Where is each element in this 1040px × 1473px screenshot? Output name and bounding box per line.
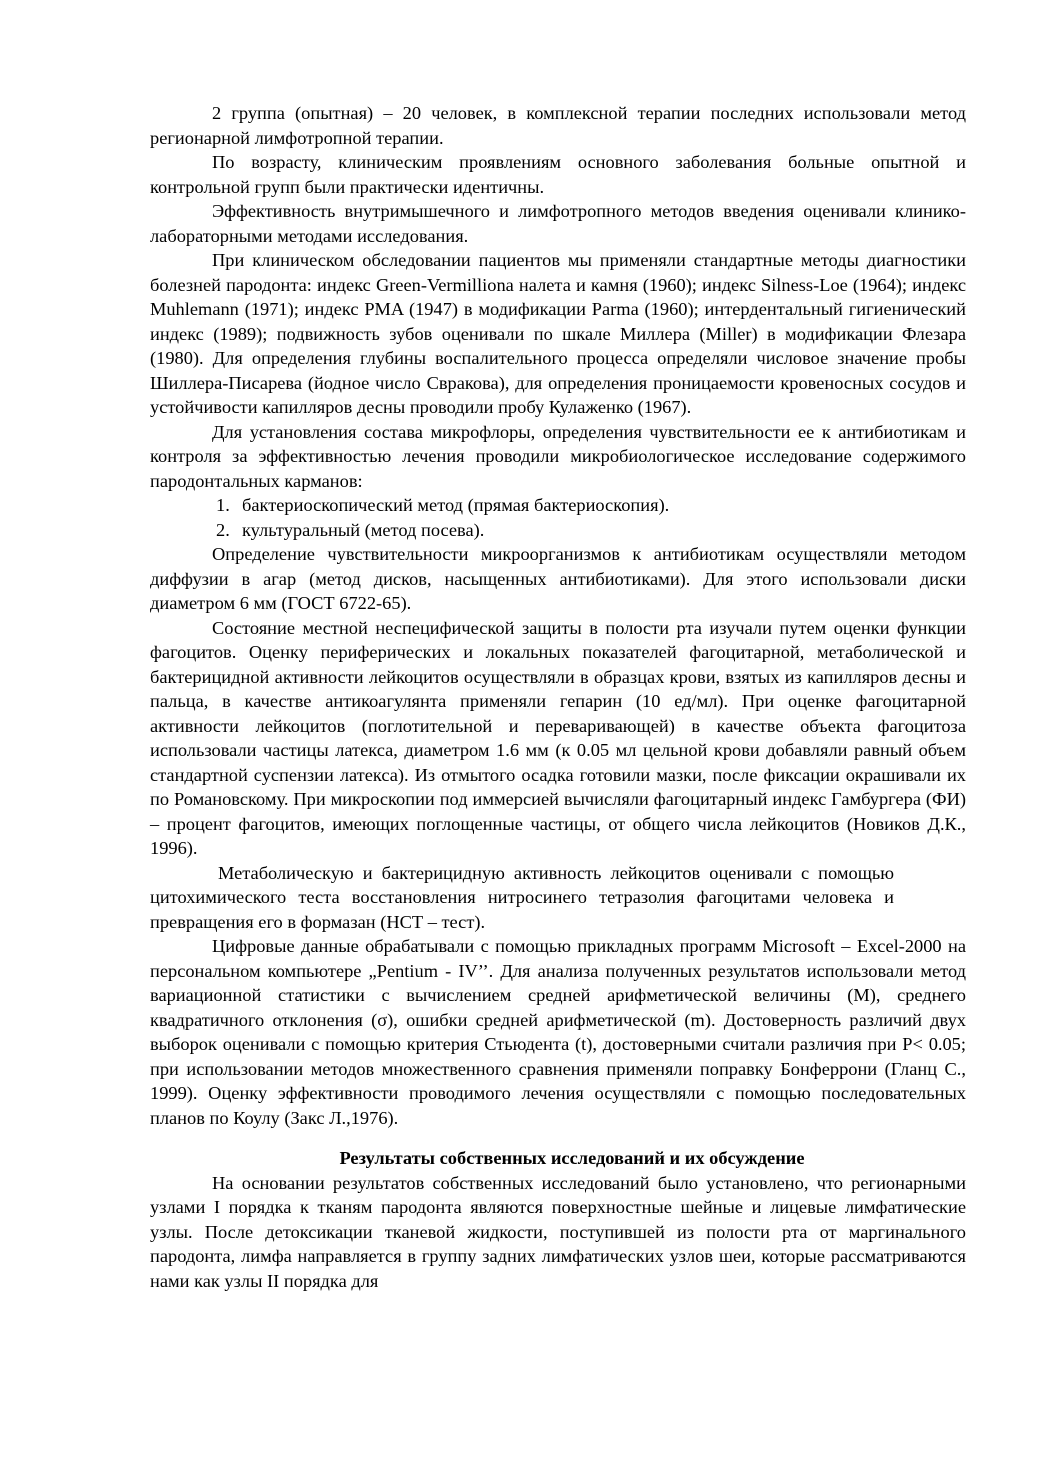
paragraph-statistics: Цифровые данные обрабатывали с помощью прикладных программ Microsoft – Excel-2000 на персональном компьютере „Pentium - IV’’. Для анализа полученных результатов использовали метод вариационной статистики с вычислением средней арифметической величины (M), среднего квадратичного отклонения (σ), ошибки средней арифметической (m). Достоверность различий двух выборок оценивали с помощью критерия Стьюдента (t), достоверными считали различия при P< 0.05; при использовании методов множественного сравнения применяли поправку Бонферрони (Гланц С., 1999). Оценку эффективности проводимого лечения осуществляли с помощью последовательных планов по Коулу (Закс Л.,1976).: [150, 936, 966, 1128]
list-item-number: 2.: [216, 519, 230, 540]
paragraph-group-2: 2 группа (опытная) – 20 человек, в комплексной терапии последних использовали метод регионарной лимфотропной терапии.: [150, 103, 966, 148]
list-item-number: 1.: [216, 495, 230, 515]
list-item-text: культуральный (метод посева).: [242, 519, 485, 540]
document-page: [150, 101, 966, 1293]
list-item: [150, 493, 966, 518]
paragraph-efficacy: Эффективность внутримышечного и лимфотропного методов введения оценивали клинико-лабораторными методами исследования.: [150, 201, 966, 246]
list-item: [150, 518, 966, 543]
paragraph-antibiotic-sensitivity: Определение чувствительности микроорганизмов к антибиотикам осуществляли методом диффузии в агар (метод дисков, насыщенных антибиотиками). Для этого использовали диски диаметром 6 мм (ГОСТ 6722-65).: [150, 544, 966, 613]
paragraph-results: На основании результатов собственных исследований было установлено, что регионарными узлами I порядка к тканям пародонта являются поверхностные шейные и лицевые лимфатические узлы. После детоксикации тканевой жидкости, поступившей из полости рта от маргинального пародонта, лимфа направляется в группу задних лимфатических узлов шеи, которые рассматриваются нами как узлы II порядка для: [150, 1172, 966, 1291]
paragraph-nst-test: Метаболическую и бактерицидную активность лейкоцитов оценивали с помощью цитохимического теста восстановления нитросинего тетразолия фагоцитами человека и превращения его в формазан (НСТ – тест).: [150, 862, 894, 932]
paragraph-microflora: Для установления состава микрофлоры, определения чувствительности ее к антибиотикам и контроля за эффективностью лечения проводили микробиологическое исследование содержимого пародонтальных карманов:: [150, 421, 966, 491]
list-item-text: бактериоскопический метод (прямая бактериоскопия).: [242, 495, 670, 515]
paragraph-phagocytes: Состояние местной неспецифической защиты в полости рта изучали путем оценки функции фагоцитов. Оценку периферических и локальных показателей фагоцитарной, метаболической и бактерицидной активности лейкоцитов осуществляли в образцах крови, взятых из капилляров десны и пальца, в качестве антикоагулянта применяли гепарин (10 ед/мл). При оценке фагоцитарной активности лейкоцитов (поглотительной и переваривающей) в качестве объекта фагоцитоза использовали частицы латекса, диаметром 1.6 мм (к 0.05 мл цельной крови добавляли равный объем стандартной суспензии латекса). Из отмытого осадка готовили мазки, после фиксации окрашивали их по Романовскому. При микроскопии под иммерсией вычисляли фагоцитарный индекс Гамбургера (ФИ) – процент фагоцитов, имеющих поглощенные частицы, от общего числа лейкоцитов (Новиков Д.К., 1996).: [150, 617, 966, 858]
paragraph-clinical-methods: При клиническом обследовании пациентов мы применяли стандартные методы диагностики болезней пародонта: индекс Green-Vermilliona налета и камня (1960); индекс Silness-Loe (1964); индекс Muhlemann (1971); индекс PMA (1947) в модификации Parma (1960); интердентальный гигиенический индекс (1989); подвижность зубов оценивали по шкале Миллера (Miller) в модификации Флезара (1980). Для определения глубины воспалительного процесса определяли числовое значение пробы Шиллера-Писарева (йодное число Свракова), для определения проницаемости кровеносных сосудов и устойчивости капилляров десны проводили пробу Кулаженко (1967).: [150, 250, 966, 417]
paragraph-age-comparison: По возрасту, клиническим проявлениям основного заболевания больные опытной и контрольной групп были практически идентичны.: [150, 152, 966, 197]
section-heading: Результаты собственных исследований и их обсуждение: [339, 1148, 805, 1168]
